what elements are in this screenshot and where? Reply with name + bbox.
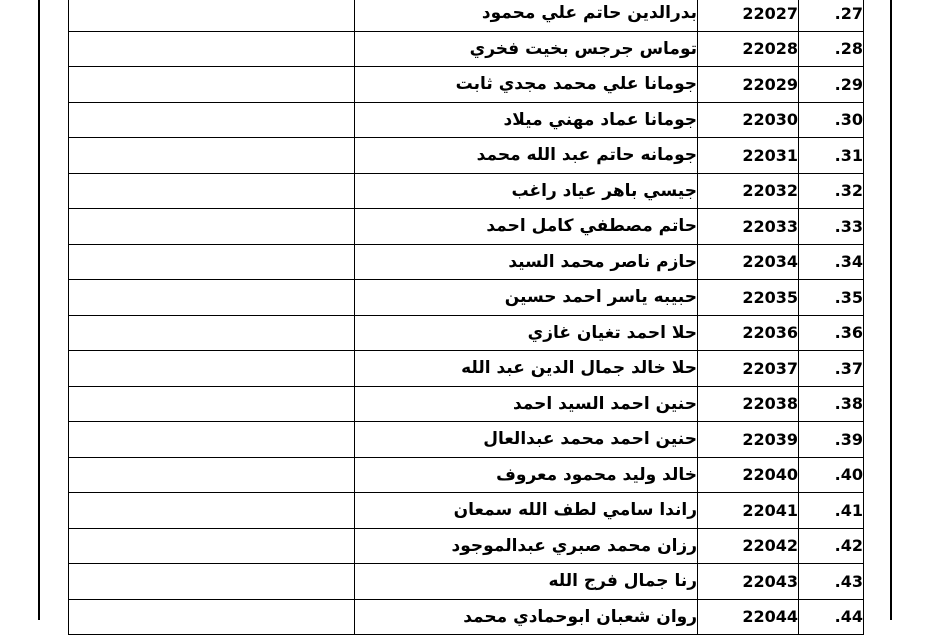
table-row [69,564,864,600]
table-row [69,31,864,67]
student-code-cell: 22044 [698,599,799,635]
row-number-cell: .44 [799,599,864,635]
table-row [69,0,864,31]
table-row [69,280,864,316]
student-name-cell: توماس جرجس بخيت فخري [355,31,698,67]
row-number-cell: .39 [799,422,864,458]
row-number-cell: .30 [799,102,864,138]
extra-cell [69,564,355,600]
student-code-cell: 22033 [698,209,799,245]
table-row [69,315,864,351]
table-row [69,102,864,138]
student-name-cell: حنين احمد السيد احمد [355,386,698,422]
student-code-cell: 22038 [698,386,799,422]
extra-cell [69,280,355,316]
student-code-cell: 22042 [698,528,799,564]
student-code-cell: 22030 [698,102,799,138]
table-row [69,422,864,458]
extra-cell [69,138,355,174]
row-number-cell: .35 [799,280,864,316]
row-number-cell: .43 [799,564,864,600]
student-code-cell: 22032 [698,173,799,209]
row-number-cell: .27 [799,0,864,31]
extra-cell [69,102,355,138]
student-code-cell: 22029 [698,67,799,103]
student-code-cell: 22034 [698,244,799,280]
table-row [69,209,864,245]
table-row [69,457,864,493]
extra-cell [69,315,355,351]
extra-cell [69,67,355,103]
extra-cell [69,599,355,635]
roster-body [69,0,864,635]
table-row [69,386,864,422]
student-name-cell: حبيبه ياسر احمد حسين [355,280,698,316]
table-row [69,244,864,280]
student-name-cell: روان شعبان ابوحمادي محمد [355,599,698,635]
extra-cell [69,386,355,422]
extra-cell [69,457,355,493]
row-number-cell: .32 [799,173,864,209]
student-name-cell: بدرالدين حاتم علي محمود [355,0,698,31]
row-number-cell: .36 [799,315,864,351]
row-number-cell: .33 [799,209,864,245]
student-name-cell: حاتم مصطفي كامل احمد [355,209,698,245]
extra-cell [69,31,355,67]
extra-cell [69,351,355,387]
extra-cell [69,0,355,31]
student-code-cell: 22043 [698,564,799,600]
table-row [69,599,864,635]
student-name-cell: راندا سامي لطف الله سمعان [355,493,698,529]
extra-cell [69,493,355,529]
student-name-cell: رنا جمال فرج الله [355,564,698,600]
student-code-cell: 22040 [698,457,799,493]
extra-cell [69,244,355,280]
row-number-cell: .31 [799,138,864,174]
table-row [69,351,864,387]
row-number-cell: .37 [799,351,864,387]
row-number-cell: .38 [799,386,864,422]
table-row [69,138,864,174]
table-row [69,493,864,529]
table-row [69,173,864,209]
student-code-cell: 22039 [698,422,799,458]
row-number-cell: .28 [799,31,864,67]
row-number-cell: .40 [799,457,864,493]
student-code-cell: 22036 [698,315,799,351]
student-roster-table [68,0,864,635]
student-code-cell: 22028 [698,31,799,67]
student-name-cell: حازم ناصر محمد السيد [355,244,698,280]
student-name-cell: رزان محمد صبري عبدالموجود [355,528,698,564]
table-row [69,67,864,103]
student-name-cell: حلا خالد جمال الدين عبد الله [355,351,698,387]
extra-cell [69,422,355,458]
student-name-cell: جيسي باهر عياد راغب [355,173,698,209]
table-row [69,528,864,564]
row-number-cell: .34 [799,244,864,280]
student-name-cell: جومانا علي محمد مجدي ثابت [355,67,698,103]
row-number-cell: .29 [799,67,864,103]
student-code-cell: 22041 [698,493,799,529]
student-code-cell: 22035 [698,280,799,316]
student-code-cell: 22027 [698,0,799,31]
row-number-cell: .42 [799,528,864,564]
extra-cell [69,209,355,245]
student-code-cell: 22037 [698,351,799,387]
student-name-cell: خالد وليد محمود معروف [355,457,698,493]
row-number-cell: .41 [799,493,864,529]
student-code-cell: 22031 [698,138,799,174]
student-name-cell: حنين احمد محمد عبدالعال [355,422,698,458]
extra-cell [69,173,355,209]
extra-cell [69,528,355,564]
student-name-cell: جومانه حاتم عبد الله محمد [355,138,698,174]
student-name-cell: جومانا عماد مهني ميلاد [355,102,698,138]
student-name-cell: حلا احمد تغيان غازي [355,315,698,351]
